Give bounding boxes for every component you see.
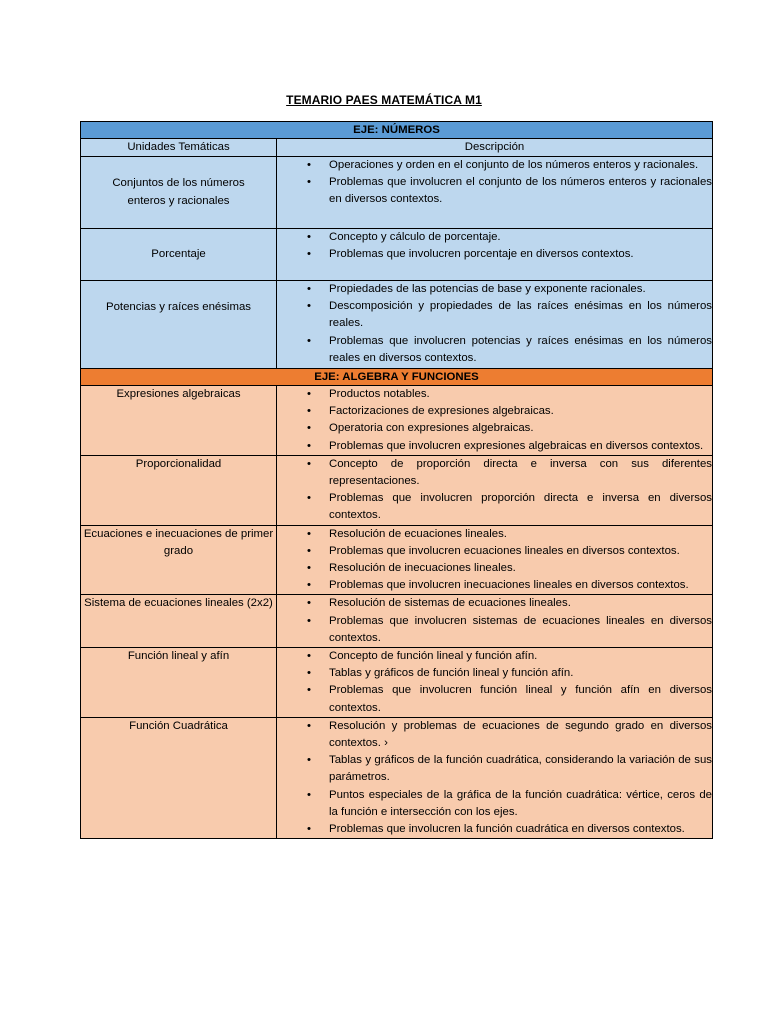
unit-description	[277, 525, 713, 595]
list-item: • Propiedades de las potencias de base y exponente racionales.	[307, 283, 646, 295]
list-item: • Problemas que involucren potencias y raíces enésimas en los números reales en diversos contextos.	[307, 334, 712, 364]
table-row	[81, 157, 713, 229]
unit-name: Sistema de ecuaciones lineales (2x2)	[81, 595, 277, 648]
column-header-description: Descripción	[277, 139, 713, 157]
unit-name: Ecuaciones e inecuaciones de primer grado	[81, 525, 277, 595]
list-item: • Concepto de función lineal y función afín.	[307, 650, 538, 663]
table-row	[81, 525, 713, 595]
list-item: • Problemas que involucren expresiones algebraicas en diversos contextos.	[307, 439, 704, 452]
table-row	[81, 229, 713, 281]
list-item: • Concepto de proporción directa e inversa con sus diferentes representaciones.	[307, 457, 712, 488]
unit-name: Función lineal y afín	[81, 648, 277, 718]
unit-name: Conjuntos de los números enteros y racionales	[81, 157, 277, 229]
unit-description	[277, 157, 713, 229]
list-item: • Problemas que involucren la función cuadrática en diversos contextos.	[307, 823, 685, 836]
unit-description	[277, 281, 713, 369]
unit-description	[277, 717, 713, 838]
unit-name: Función Cuadrática	[81, 717, 277, 838]
syllabus-table	[80, 121, 713, 839]
table-row	[81, 281, 713, 369]
axis-title: EJE: NÚMEROS	[81, 122, 713, 139]
list-item: • Problemas que involucren función lineal y función afín en diversos contextos.	[307, 684, 712, 714]
unit-description	[277, 648, 713, 718]
table-row	[81, 648, 713, 718]
list-item: • Tablas y gráficos de la función cuadrática, considerando la variación de sus parámetros.	[307, 754, 712, 784]
unit-description	[277, 595, 713, 648]
axis-title: EJE: ALGEBRA Y FUNCIONES	[81, 369, 713, 386]
list-item: • Problemas que involucren porcentaje en diversos contextos.	[307, 248, 634, 261]
column-header-row	[81, 139, 713, 157]
list-item: • Descomposición y propiedades de las raíces enésimas en los números reales.	[307, 300, 712, 330]
unit-description	[277, 455, 713, 525]
list-item: • Problemas que involucren sistemas de ecuaciones lineales en diversos contextos.	[307, 614, 712, 644]
list-item: • Problemas que involucren proporción directa e inversa en diversos contextos.	[307, 492, 712, 522]
table-row	[81, 455, 713, 525]
list-item: • Resolución de ecuaciones lineales.	[307, 527, 507, 540]
list-item: • Resolución y problemas de ecuaciones de segundo grado en diversos contextos. ›	[307, 719, 712, 750]
axis-header-numbers	[81, 122, 713, 139]
column-header-unit: Unidades Temáticas	[81, 139, 277, 157]
list-item: • Factorizaciones de expresiones algebraicas.	[307, 405, 554, 418]
list-item: • Tablas y gráficos de función lineal y función afín.	[307, 667, 574, 680]
table-row	[81, 386, 713, 456]
axis-header-algebra	[81, 369, 713, 386]
list-item: • Operaciones y orden en el conjunto de los números enteros y racionales.	[307, 159, 699, 171]
unit-description	[277, 386, 713, 456]
list-item: • Resolución de sistemas de ecuaciones lineales.	[307, 597, 571, 610]
table-row	[81, 717, 713, 838]
unit-name: Potencias y raíces enésimas	[81, 281, 277, 369]
table-row	[81, 595, 713, 648]
unit-name: Expresiones algebraicas	[81, 386, 277, 456]
list-item: • Concepto y cálculo de porcentaje.	[307, 231, 501, 243]
list-item: • Productos notables.	[307, 388, 430, 400]
list-item: • Problemas que involucren el conjunto de los números enteros y racionales en diversos contextos.	[307, 176, 712, 206]
unit-name: Porcentaje	[81, 229, 277, 281]
list-item: • Resolución de inecuaciones lineales.	[307, 562, 516, 575]
page-title: TEMARIO PAES MATEMÁTICA M1	[286, 93, 482, 107]
unit-name: Proporcionalidad	[81, 455, 277, 525]
list-item: • Operatoria con expresiones algebraicas.	[307, 422, 534, 435]
list-item: • Problemas que involucren inecuaciones lineales en diversos contextos.	[307, 579, 689, 592]
list-item: • Puntos especiales de la gráfica de la función cuadrática: vértice, ceros de la función e intersección con los ejes.	[307, 788, 712, 818]
list-item: • Problemas que involucren ecuaciones lineales en diversos contextos.	[307, 544, 680, 557]
unit-description	[277, 229, 713, 281]
